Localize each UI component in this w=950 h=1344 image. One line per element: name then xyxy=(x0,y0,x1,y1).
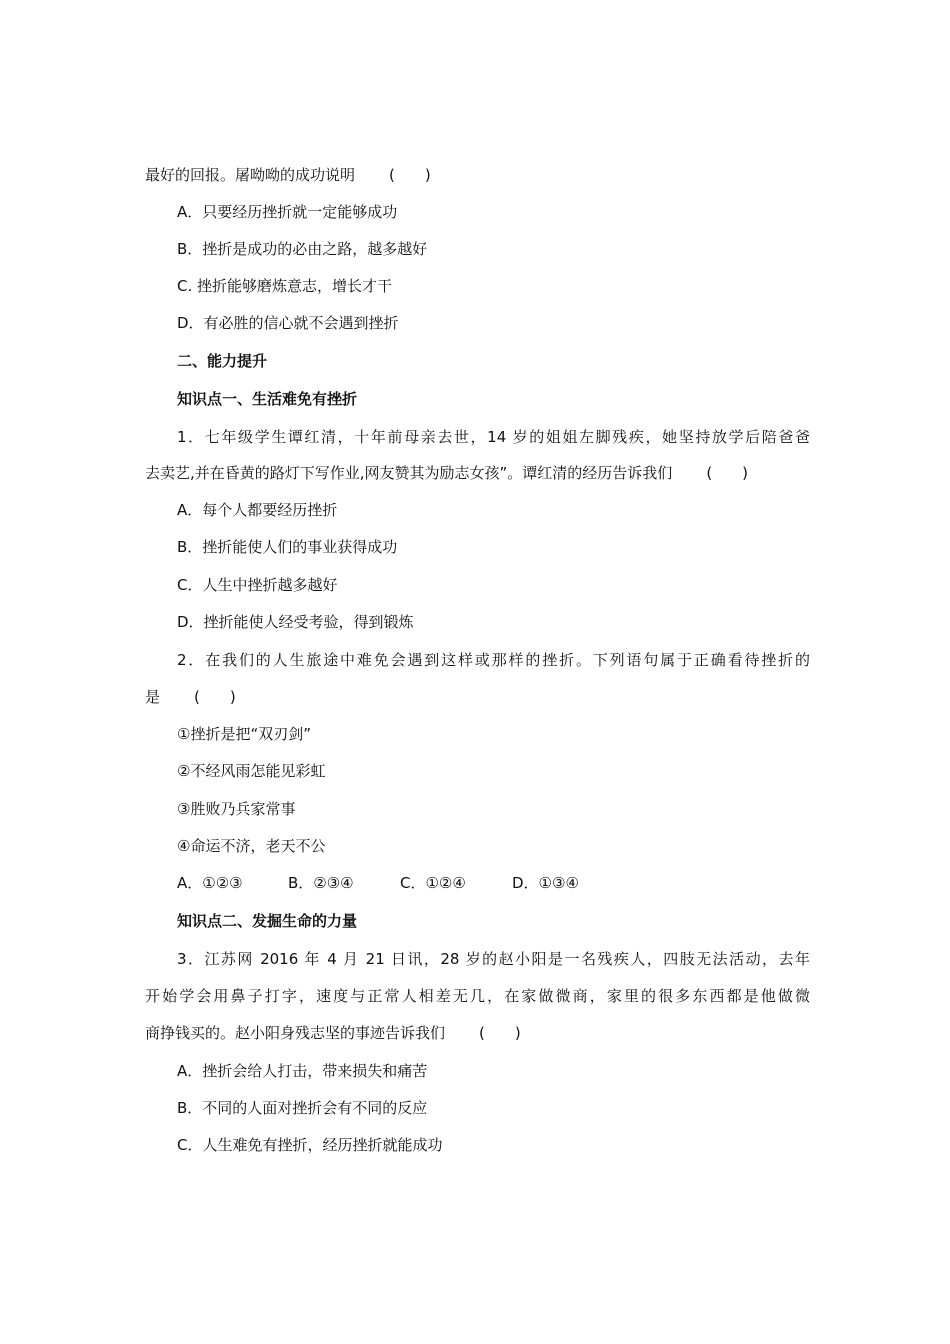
q1-option-d: D．挫折能使人经受考验，得到锻炼 xyxy=(177,613,414,631)
q2-item-4: ④命运不济，老天不公 xyxy=(177,837,326,855)
q3-stem-line1: 3．江苏网 2016 年 4 月 21 日讯，28 岁的赵小阳是一名残疾人，四肢无法活动，去年 xyxy=(177,950,810,968)
q1-option-c: C．人生中挫折越多越好 xyxy=(177,576,338,594)
knowledge-point-2-title: 知识点二、发掘生命的力量 xyxy=(177,912,358,930)
q1-stem-line1: 1．七年级学生谭红清，十年前母亲去世，14 岁的姐姐左脚残疾，她坚持放学后陪爸爸 xyxy=(177,428,810,446)
q0-option-a: A．只要经历挫折就一定能够成功 xyxy=(177,203,398,221)
q2-item-3: ③胜败乃兵家常事 xyxy=(177,800,296,818)
q2-options-row xyxy=(177,873,810,893)
q2-option-c: C．①②④ xyxy=(400,874,466,892)
q3-option-b: B．不同的人面对挫折会有不同的反应 xyxy=(177,1099,428,1117)
q3-option-c: C．人生难免有挫折，经历挫折就能成功 xyxy=(177,1136,443,1154)
q3-answer-blank: ( ) xyxy=(479,1024,521,1042)
q0-answer-blank: ( ) xyxy=(389,166,431,184)
q1-answer-blank: ( ) xyxy=(706,464,749,482)
q2-stem-line2 xyxy=(145,687,810,707)
q3-stem-line2: 开始学会用鼻子打字，速度与正常人相差无几，在家做微商，家里的很多东西都是他做微 xyxy=(145,987,810,1005)
q3-stem-text: 商挣钱买的。赵小阳身残志坚的事迹告诉我们 xyxy=(145,1024,446,1042)
q0-stem-tail xyxy=(145,165,810,185)
q2-item-1: ①挫折是把“双刃剑” xyxy=(177,725,311,743)
q3-stem-line3 xyxy=(145,1023,810,1043)
q1-stem-text: 去卖艺,并在昏黄的路灯下写作业,网友赞其为励志女孩”。谭红清的经历告诉我们 xyxy=(145,464,673,482)
q0-option-b: B．挫折是成功的必由之路，越多越好 xyxy=(177,240,428,258)
q2-stem-line1: 2．在我们的人生旅途中难免会遇到这样或那样的挫折。下列语句属于正确看待挫折的 xyxy=(177,651,810,669)
section-title: 二、能力提升 xyxy=(177,352,268,370)
q0-option-d: D．有必胜的信心就不会遇到挫折 xyxy=(177,314,399,332)
q1-option-a: A．每个人都要经历挫折 xyxy=(177,501,338,519)
q2-option-d: D．①③④ xyxy=(512,874,579,892)
q0-stem-text: 最好的回报。屠呦呦的成功说明 xyxy=(145,166,356,184)
q3-option-a: A．挫折会给人打击，带来损失和痛苦 xyxy=(177,1062,428,1080)
knowledge-point-1-title: 知识点一、生活难免有挫折 xyxy=(177,390,358,408)
q2-option-a: A．①②③ xyxy=(177,874,243,892)
q2-answer-blank: ( ) xyxy=(194,688,236,706)
q0-option-c: C. 挫折能够磨炼意志，增长才干 xyxy=(177,277,393,295)
q2-option-b: B．②③④ xyxy=(288,874,354,892)
q2-stem-text: 是 xyxy=(145,688,161,706)
q1-stem-line2 xyxy=(145,463,810,483)
q1-option-b: B．挫折能使人们的事业获得成功 xyxy=(177,538,398,556)
q2-item-2: ②不经风雨怎能见彩虹 xyxy=(177,762,326,780)
